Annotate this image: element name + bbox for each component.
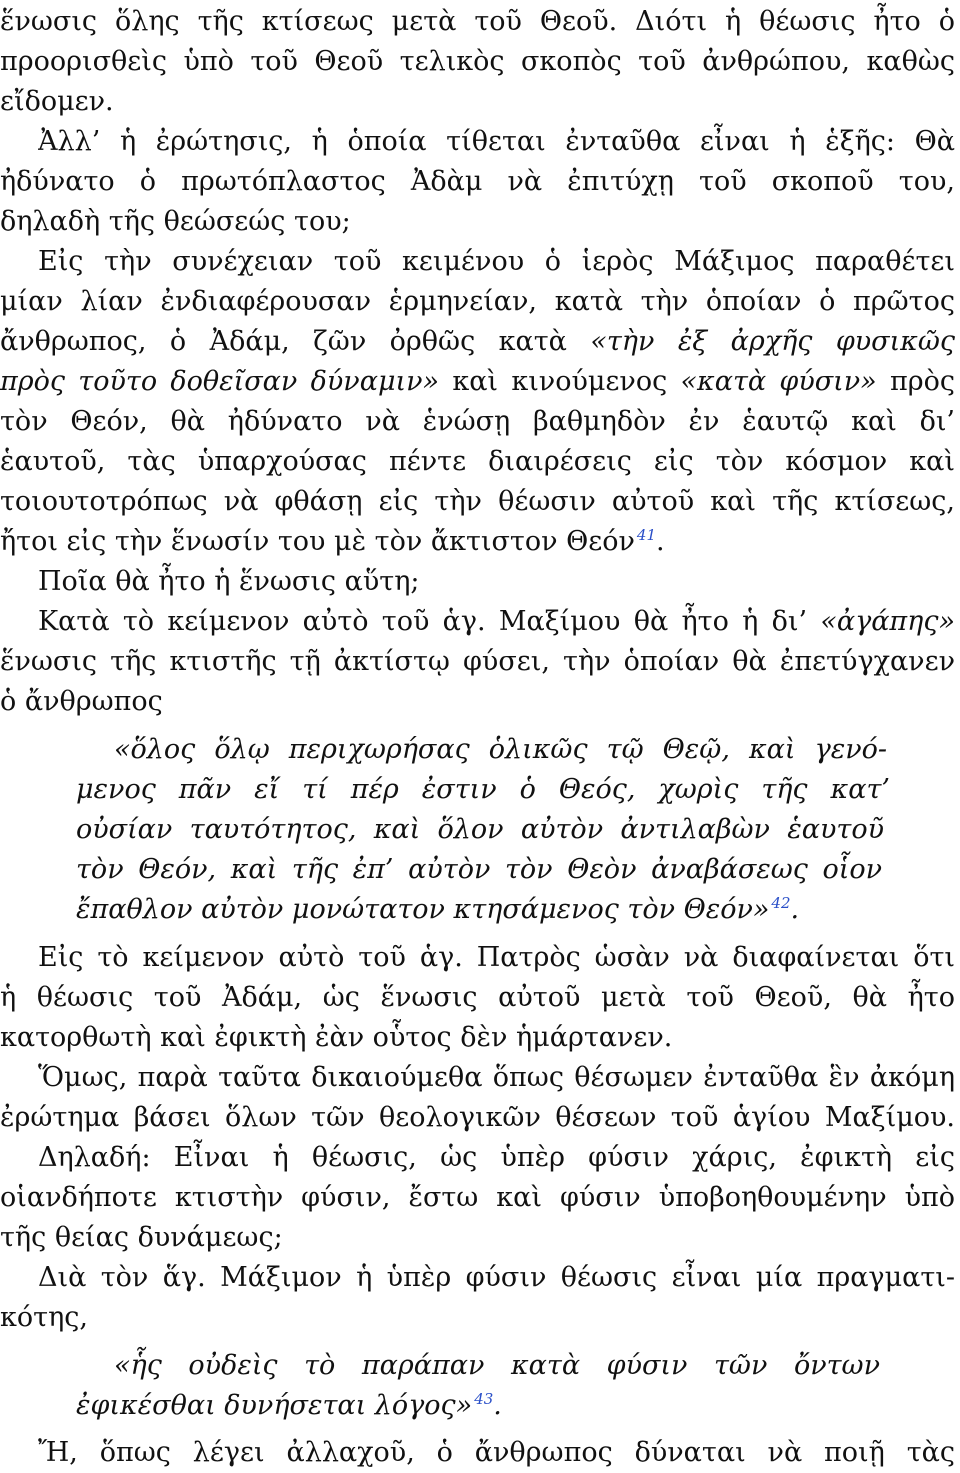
text-run: οἱανδήποτε κτιστὴν φύσιν, ἔστω καὶ φύσιν ὑποβοηθουμένην ὑπὸ [0, 1182, 955, 1213]
paragraph-first-line [38, 562, 955, 602]
text-run: . [493, 1390, 502, 1421]
text-line [0, 2, 955, 42]
text-run: Ποῖα θὰ ἦτο ἡ ἕνωσις αὕτη; [38, 566, 420, 597]
footnote-ref-42[interactable]: 42 [771, 894, 791, 912]
text-run: ἑαυτοῦ, τὰς ὑπαρχούσας πέντε διαιρέσεις εἰς τὸν κόσμον καὶ [0, 446, 955, 477]
text-line [0, 642, 955, 682]
text-run: καὶ κινούμενος [439, 366, 681, 397]
text-line [0, 1298, 955, 1338]
text-line [0, 682, 955, 722]
text-run: ὁ ἄνθρωπος [0, 686, 163, 717]
text-run: ἕνωσις τῆς κτιστῆς τῇ ἀκτίστῳ φύσει, τὴν ὁποίαν θὰ ἐπετύγχανεν [0, 646, 955, 677]
text-run: ἐφικέσθαι δυνήσεται λόγος» [76, 1390, 473, 1421]
block-quote-line [76, 810, 884, 850]
text-run: Ἀλλ’ ἡ ἐρώτησις, ἡ ὁποία τίθεται ἐνταῦθα εἶναι ἡ ἑξῆς: Θὰ [38, 126, 955, 157]
text-run: Ὅμως, παρὰ ταῦτα δικαιούμεθα ὅπως θέσωμεν ἐνταῦθα ἓν ἀκόμη [38, 1062, 955, 1093]
italic-quote: πρὸς τοῦτο δοθεῖσαν δύναμιν» [0, 366, 440, 397]
text-line [0, 978, 955, 1018]
text-run: Δηλαδή: Εἶναι ἡ θέωσις, ὡς ὑπὲρ φύσιν χάρις, ἐφικτὴ εἰς [38, 1142, 955, 1173]
text-line [0, 362, 955, 402]
italic-quote: «κατὰ φύσιν» [680, 366, 877, 397]
text-line [0, 402, 955, 442]
block-quote-line [76, 890, 955, 930]
text-run: Κατὰ τὸ κείμενον αὐτὸ τοῦ ἁγ. Μαξίμου θὰ ἦτο ἡ δι’ [38, 606, 821, 637]
text-run: ἕνωσις ὅλης τῆς κτίσεως μετὰ τοῦ Θεοῦ. Διότι ἡ θέωσις ἦτο ὁ [0, 6, 955, 37]
text-run: κότης, [0, 1302, 88, 1333]
text-line [0, 1018, 955, 1058]
paragraph-first-line [38, 602, 955, 642]
text-line [0, 482, 955, 522]
text-run: «ἧς οὐδεὶς τὸ παράπαν κατὰ φύσιν τῶν ὄντων [114, 1350, 880, 1381]
paragraph-first-line [38, 1058, 955, 1098]
text-run: πρὸς [876, 366, 955, 397]
text-run: τοιουτοτρόπως νὰ φθάσῃ εἰς τὴν θέωσιν αὐτοῦ καὶ τῆς κτίσεως, [0, 486, 955, 517]
italic-quote: «τὴν ἐξ ἀρχῆς φυσικῶς [590, 326, 955, 357]
text-run: . [790, 894, 800, 925]
block-quote-line [114, 730, 887, 770]
text-line [0, 82, 955, 122]
block-quote-line [114, 1346, 880, 1386]
text-run: ἔπαθλον αὐτὸν μονώτατον κτησάμενος τὸν Θεόν» [76, 894, 770, 925]
text-line [0, 282, 955, 322]
block-quote-line [76, 1386, 955, 1426]
text-line [0, 322, 955, 362]
text-run: δηλαδὴ τῆς θεώσεώς του; [0, 206, 351, 237]
text-run: «ὅλος ὅλῳ περιχωρήσας ὁλικῶς τῷ Θεῷ, καὶ γενό- [114, 734, 887, 765]
text-run: ἠδύνατο ὁ πρωτόπλαστος Ἀδὰμ νὰ ἐπιτύχῃ τοῦ σκοποῦ του, [0, 166, 955, 197]
text-run: ἡ θέωσις τοῦ Ἀδάμ, ὡς ἕνωσις αὐτοῦ μετὰ τοῦ Θεοῦ, θὰ ἦτο [0, 982, 955, 1013]
text-run: ἄνθρωπος, ὁ Ἀδάμ, ζῶν ὀρθῶς κατὰ [0, 326, 591, 357]
text-run: μίαν λίαν ἐνδιαφέρουσαν ἑρμηνείαν, κατὰ τὴν ὁποίαν ὁ πρῶτος [0, 286, 955, 317]
text-run: . [656, 526, 665, 557]
text-run: Εἰς τὴν συνέχειαν τοῦ κειμένου ὁ ἱερὸς Μάξιμος παραθέτει [38, 246, 955, 277]
text-run: τῆς θείας δυνάμεως; [0, 1222, 283, 1253]
text-line [0, 1178, 955, 1218]
text-run: Εἰς τὸ κείμενον αὐτὸ τοῦ ἁγ. Πατρὸς ὡσὰν νὰ διαφαίνεται ὅτι [38, 942, 955, 973]
text-run: ἤτοι εἰς τὴν ἕνωσίν του μὲ τὸν ἄκτιστον Θεόν [0, 526, 635, 557]
text-line [0, 1098, 955, 1138]
italic-quote: «ἀγάπης» [820, 606, 955, 637]
text-run: Ἤ, ὅπως λέγει ἀλλαχοῦ, ὁ ἄνθρωπος δύναται νὰ ποιῇ τὰς [38, 1437, 955, 1468]
text-line [0, 522, 955, 562]
paragraph-first-line [38, 938, 955, 978]
text-run: εἴδομεν. [0, 86, 114, 117]
paragraph-first-line [38, 1138, 955, 1178]
text-run: τὸν Θεόν, καὶ τῆς ἐπ’ αὐτὸν τὸν Θεὸν ἀναβάσεως οἷον [76, 854, 882, 885]
text-run: τὸν Θεόν, θὰ ἠδύνατο νὰ ἑνώσῃ βαθμηδὸν ἐν ἑαυτῷ καὶ δι’ [0, 406, 955, 437]
text-line [0, 1218, 955, 1258]
text-line [0, 202, 955, 242]
text-run: Διὰ τὸν ἅγ. Μάξιμον ἡ ὑπὲρ φύσιν θέωσις εἶναι μία πραγματι- [38, 1262, 955, 1293]
paragraph-first-line [38, 122, 955, 162]
block-quote-line [76, 850, 882, 890]
footnote-ref-41[interactable]: 41 [636, 526, 656, 544]
text-run: μενος πᾶν εἴ τί πέρ ἐστιν ὁ Θεός, χωρὶς τῆς κατ’ [76, 774, 890, 805]
paragraph-first-line [38, 1433, 955, 1473]
paragraph-first-line [38, 1258, 955, 1298]
block-quote-line [76, 770, 890, 810]
text-run: προορισθεὶς ὑπὸ τοῦ Θεοῦ τελικὸς σκοπὸς τοῦ ἀνθρώπου, καθὼς [0, 46, 955, 77]
text-run: οὐσίαν ταυτότητος, καὶ ὅλον αὐτὸν ἀντιλαβὼν ἑαυτοῦ [76, 814, 884, 845]
text-line [0, 42, 955, 82]
footnote-ref-43[interactable]: 43 [474, 1390, 494, 1408]
text-run: κατορθωτὴ καὶ ἐφικτὴ ἐὰν οὗτος δὲν ἡμάρτανεν. [0, 1022, 673, 1053]
text-line [0, 442, 955, 482]
paragraph-first-line [38, 242, 955, 282]
text-run: ἐρώτημα βάσει ὅλων τῶν θεολογικῶν θέσεων τοῦ ἁγίου Μαξίμου. [0, 1102, 955, 1133]
text-line [0, 162, 955, 202]
